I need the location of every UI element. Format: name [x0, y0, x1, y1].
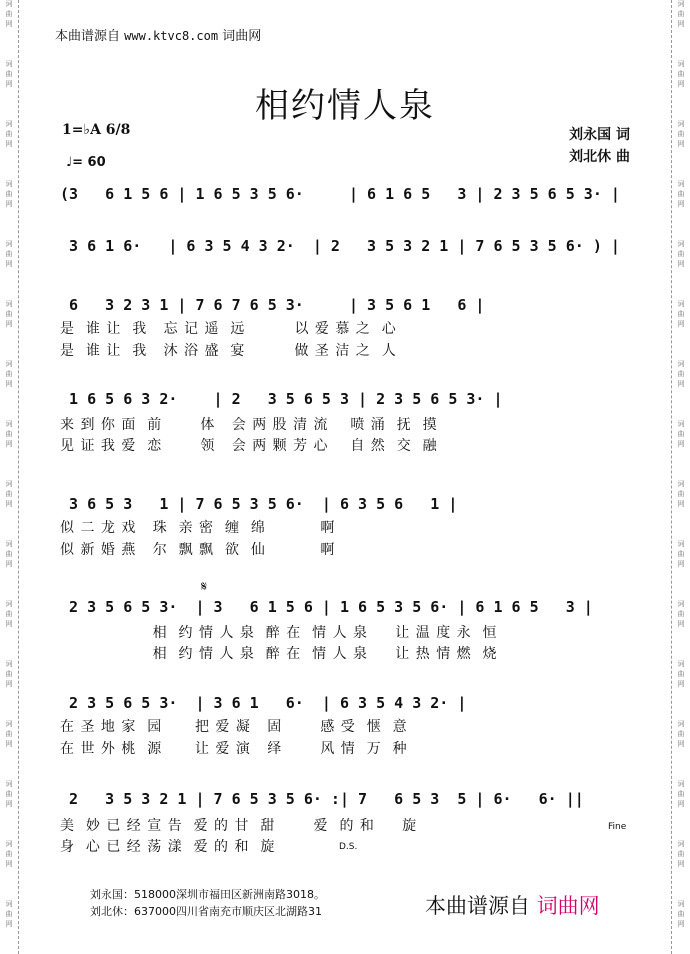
- side-watermark-char: 网: [677, 140, 685, 148]
- side-watermark-char: 网: [5, 740, 13, 748]
- lyric-verse-2: 相 约 情 人 泉 醉 在 情 人 泉 让 热 情 燃 烧: [60, 646, 498, 662]
- header-site: 词曲网: [222, 29, 262, 44]
- side-watermark-char: 词: [677, 720, 685, 728]
- song-title: 相约情人泉: [255, 86, 435, 126]
- side-watermark-char: 曲: [677, 130, 685, 138]
- lyric-verse-1: 美 妙 已 经 宣 告 爱 的 甘 甜 爱 的 和 旋: [60, 818, 418, 834]
- side-watermark-char: 网: [677, 860, 685, 868]
- side-watermark-char: 曲: [5, 670, 13, 678]
- side-watermark-char: 曲: [5, 70, 13, 78]
- side-watermark-char: 网: [677, 920, 685, 928]
- side-watermark-char: 网: [5, 800, 13, 808]
- side-watermark-char: 曲: [677, 550, 685, 558]
- left-border-strip: [0, 0, 19, 954]
- address-footer: [90, 886, 325, 920]
- key-signature: 1=♭A 6/8: [62, 122, 131, 138]
- side-watermark-char: 网: [677, 500, 685, 508]
- side-watermark-char: 词: [5, 840, 13, 848]
- notation-line: 2 3 5 3 2 1 | 7 6 5 3 5 6· :| 7 6 5 3 5 | 6· 6· ||: [60, 790, 584, 808]
- notation-line: 3 6 5 3 1 | 7 6 5 3 5 6· | 6 3 5 6 1 |: [60, 495, 458, 513]
- side-watermark-char: 网: [677, 80, 685, 88]
- side-watermark-char: 词: [677, 120, 685, 128]
- notation-line: 2 3 5 6 5 3· | 3 6 1 6· | 6 3 5 4 3 2· |: [60, 694, 467, 712]
- side-watermark-char: 曲: [5, 10, 13, 18]
- side-watermark-char: 词: [677, 780, 685, 788]
- side-watermark-char: 网: [677, 680, 685, 688]
- side-watermark-char: 曲: [677, 370, 685, 378]
- side-watermark-char: 曲: [5, 190, 13, 198]
- side-watermark-char: 曲: [677, 610, 685, 618]
- side-watermark-char: 曲: [5, 310, 13, 318]
- side-watermark-char: 词: [5, 300, 13, 308]
- side-watermark-char: 网: [5, 560, 13, 568]
- fine-marking: Fine: [608, 822, 627, 832]
- side-watermark-char: 词: [677, 900, 685, 908]
- side-watermark-char: 词: [5, 600, 13, 608]
- side-watermark-char: 曲: [677, 310, 685, 318]
- tempo-marking: ♩= 60: [66, 155, 106, 170]
- side-watermark-char: 曲: [5, 490, 13, 498]
- segno-sign: 𝄋: [201, 579, 208, 595]
- side-watermark-char: 词: [677, 60, 685, 68]
- side-watermark-char: 曲: [677, 250, 685, 258]
- footer-line-1: 刘永国：518000深圳市福田区新洲南路3018。: [90, 888, 325, 901]
- lyric-verse-1: 是 谁 让 我 忘 记 遥 远 以 爱 慕 之 心: [60, 321, 397, 337]
- brand-site: 词曲网: [536, 894, 600, 918]
- notation-line: 6 3 2 3 1 | 7 6 7 6 5 3· | 3 5 6 1 6 |: [60, 296, 485, 314]
- side-watermark-char: 网: [677, 440, 685, 448]
- lyric-verse-2: 见 证 我 爱 恋 领 会 两 颗 芳 心 自 然 交 融: [60, 438, 438, 454]
- side-watermark-char: 词: [5, 60, 13, 68]
- side-watermark-char: 词: [5, 480, 13, 488]
- ds-marking: D.S.: [339, 842, 358, 852]
- side-watermark-char: 词: [5, 540, 13, 548]
- side-watermark-char: 网: [5, 920, 13, 928]
- side-watermark-char: 曲: [5, 370, 13, 378]
- side-watermark-char: 词: [5, 240, 13, 248]
- lyric-verse-1: 相 约 情 人 泉 醉 在 情 人 泉 让 温 度 永 恒: [60, 625, 498, 641]
- side-watermark-char: 词: [5, 180, 13, 188]
- side-watermark-char: 曲: [5, 610, 13, 618]
- side-watermark-char: 词: [5, 720, 13, 728]
- footer-line-2: 刘北休：637000四川省南充市顺庆区北湖路31: [90, 905, 322, 918]
- side-watermark-char: 曲: [5, 250, 13, 258]
- side-watermark-char: 曲: [677, 190, 685, 198]
- side-watermark-char: 网: [677, 20, 685, 28]
- side-watermark-char: 词: [677, 600, 685, 608]
- brand-watermark: [425, 890, 600, 920]
- side-watermark-char: 网: [5, 440, 13, 448]
- side-watermark-char: 网: [5, 320, 13, 328]
- side-watermark-char: 网: [677, 200, 685, 208]
- side-watermark-char: 网: [5, 20, 13, 28]
- lyric-verse-2: 似 新 婚 燕 尔 飘 飘 欲 仙 啊: [60, 542, 336, 558]
- side-watermark-char: 词: [5, 120, 13, 128]
- side-watermark-char: 词: [677, 420, 685, 428]
- notation-line: (3 6 1 5 6 | 1 6 5 3 5 6· | 6 1 6 5 3 | 2 3 5 6 5 3· |: [60, 185, 620, 203]
- side-watermark-char: 网: [5, 620, 13, 628]
- side-watermark-char: 网: [677, 260, 685, 268]
- side-watermark-char: 网: [677, 800, 685, 808]
- side-watermark-char: 曲: [5, 430, 13, 438]
- notation-line: 1 6 5 6 3 2· | 2 3 5 6 5 3 | 2 3 5 6 5 3· |: [60, 390, 503, 408]
- side-watermark-char: 曲: [677, 10, 685, 18]
- side-watermark-char: 网: [677, 740, 685, 748]
- side-watermark-char: 词: [677, 300, 685, 308]
- brand-prefix: 本曲谱源自: [425, 894, 530, 918]
- side-watermark-char: 词: [5, 900, 13, 908]
- side-watermark-char: 网: [5, 500, 13, 508]
- side-watermark-char: 网: [677, 320, 685, 328]
- notation-line: 2 3 5 6 5 3· | 3 6 1 5 6 | 1 6 5 3 5 6· | 6 1 6 5 3 |: [60, 598, 593, 616]
- composer-credit: 刘北休 曲: [569, 149, 630, 165]
- side-watermark-char: 词: [677, 540, 685, 548]
- side-watermark-char: 词: [5, 0, 13, 8]
- lyric-verse-1: 在 圣 地 家 园 把 爱 凝 固 感 受 惬 意: [60, 719, 408, 735]
- side-watermark-char: 词: [5, 780, 13, 788]
- side-watermark-char: 词: [677, 660, 685, 668]
- side-watermark-char: 词: [677, 360, 685, 368]
- side-watermark-char: 曲: [677, 790, 685, 798]
- side-watermark-char: 曲: [5, 850, 13, 858]
- side-watermark-char: 网: [5, 860, 13, 868]
- side-watermark-char: 词: [5, 660, 13, 668]
- side-watermark-char: 网: [5, 200, 13, 208]
- side-watermark-char: 网: [5, 140, 13, 148]
- source-header: [55, 25, 261, 44]
- right-border-strip: [671, 0, 690, 954]
- side-watermark-char: 曲: [677, 490, 685, 498]
- side-watermark-char: 网: [677, 380, 685, 388]
- side-watermark-char: 网: [677, 620, 685, 628]
- side-watermark-char: 词: [677, 0, 685, 8]
- side-watermark-char: 词: [677, 180, 685, 188]
- lyric-verse-2: 身 心 已 经 荡 漾 爱 的 和 旋: [60, 839, 276, 855]
- lyric-verse-2: 是 谁 让 我 沐 浴 盛 宴 做 圣 洁 之 人: [60, 343, 397, 359]
- side-watermark-char: 曲: [5, 730, 13, 738]
- side-watermark-char: 网: [677, 560, 685, 568]
- side-watermark-char: 词: [677, 480, 685, 488]
- side-watermark-char: 词: [677, 240, 685, 248]
- notation-line: 3 6 1 6· | 6 3 5 4 3 2· | 2 3 5 3 2 1 | 7 6 5 3 5 6· ) |: [60, 237, 620, 255]
- lyricist-credit: 刘永国 词: [569, 127, 630, 143]
- side-watermark-char: 网: [5, 80, 13, 88]
- side-watermark-char: 曲: [677, 670, 685, 678]
- side-watermark-char: 词: [5, 360, 13, 368]
- side-watermark-char: 曲: [677, 910, 685, 918]
- side-watermark-char: 网: [5, 380, 13, 388]
- side-watermark-char: 曲: [5, 550, 13, 558]
- lyric-verse-2: 在 世 外 桃 源 让 爱 演 绎 风 情 万 种: [60, 741, 408, 757]
- side-watermark-char: 词: [677, 840, 685, 848]
- header-prefix: 本曲谱源自: [55, 29, 121, 44]
- side-watermark-char: 曲: [5, 910, 13, 918]
- lyric-verse-1: 似 二 龙 戏 珠 亲 密 缠 绵 啊: [60, 520, 336, 536]
- side-watermark-char: 网: [5, 260, 13, 268]
- side-watermark-char: 网: [5, 680, 13, 688]
- lyric-verse-1: 来 到 你 面 前 体 会 两 股 清 流 喷 涌 抚 摸: [60, 417, 438, 433]
- side-watermark-char: 曲: [677, 430, 685, 438]
- side-watermark-char: 曲: [5, 790, 13, 798]
- side-watermark-char: 词: [5, 420, 13, 428]
- side-watermark-char: 曲: [677, 730, 685, 738]
- side-watermark-char: 曲: [677, 70, 685, 78]
- side-watermark-char: 曲: [677, 850, 685, 858]
- side-watermark-char: 曲: [5, 130, 13, 138]
- header-url[interactable]: www.ktvc8.com: [124, 29, 219, 43]
